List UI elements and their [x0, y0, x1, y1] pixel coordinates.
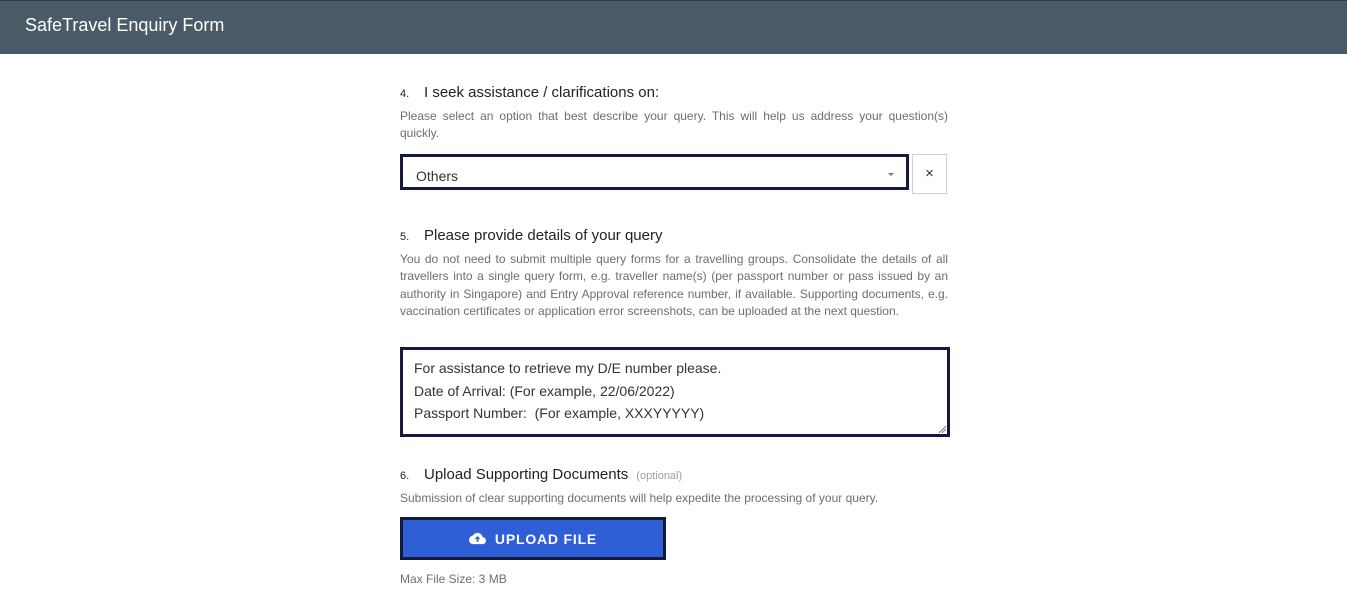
textarea-line: For assistance to retrieve my D/E number please.	[414, 360, 722, 376]
upload-file-button[interactable]	[400, 517, 666, 560]
query-type-select[interactable]	[400, 154, 909, 190]
max-file-size-note: Max File Size: 3 MB	[400, 572, 507, 586]
close-icon: ×	[925, 165, 934, 182]
upload-button-label: UPLOAD FILE	[494, 530, 598, 547]
query-details-textarea[interactable]	[400, 347, 950, 437]
q4-description: Please select an option that best describe your query. This will help us address your question(s) quickly.	[400, 109, 948, 141]
textarea-line: Date of Arrival: (For example, 22/06/2022)	[414, 383, 675, 399]
q4-number: 4.	[400, 88, 410, 100]
q5-description: You do not need to submit multiple query forms for a travelling groups. Consolidate the details of all travellers into a single query form, e.g. traveller name(s) (per passport number or pass issued by an authority in Singapore) and Entry Approval reference number, if available. Supporting documents, e.g. vaccination certificates or application error screenshots, can be uploaded at the next question.	[400, 252, 948, 318]
q6-number: 6.	[400, 470, 410, 482]
q6-description: Submission of clear supporting documents will help expedite the processing of your query.	[400, 491, 879, 505]
optional-tag: (optional)	[636, 470, 683, 482]
q4-title: I seek assistance / clarifications on:	[424, 84, 660, 101]
clear-selection-button[interactable]	[912, 154, 947, 194]
resize-handle-icon[interactable]	[938, 425, 946, 433]
query-type-selected: Others	[416, 168, 459, 184]
cloud-upload-icon	[469, 532, 486, 545]
q5-title: Please provide details of your query	[424, 227, 663, 244]
form-title: SafeTravel Enquiry Form	[25, 15, 225, 35]
textarea-line: Passport Number: (For example, XXXYYYYY)	[414, 405, 705, 421]
chevron-down-icon	[888, 173, 894, 176]
q5-number: 5.	[400, 231, 410, 243]
q6-heading	[400, 466, 682, 483]
app-header	[0, 0, 1347, 54]
q5-heading	[400, 227, 662, 244]
q4-heading	[400, 84, 659, 101]
q6-title: Upload Supporting Documents	[424, 466, 629, 483]
